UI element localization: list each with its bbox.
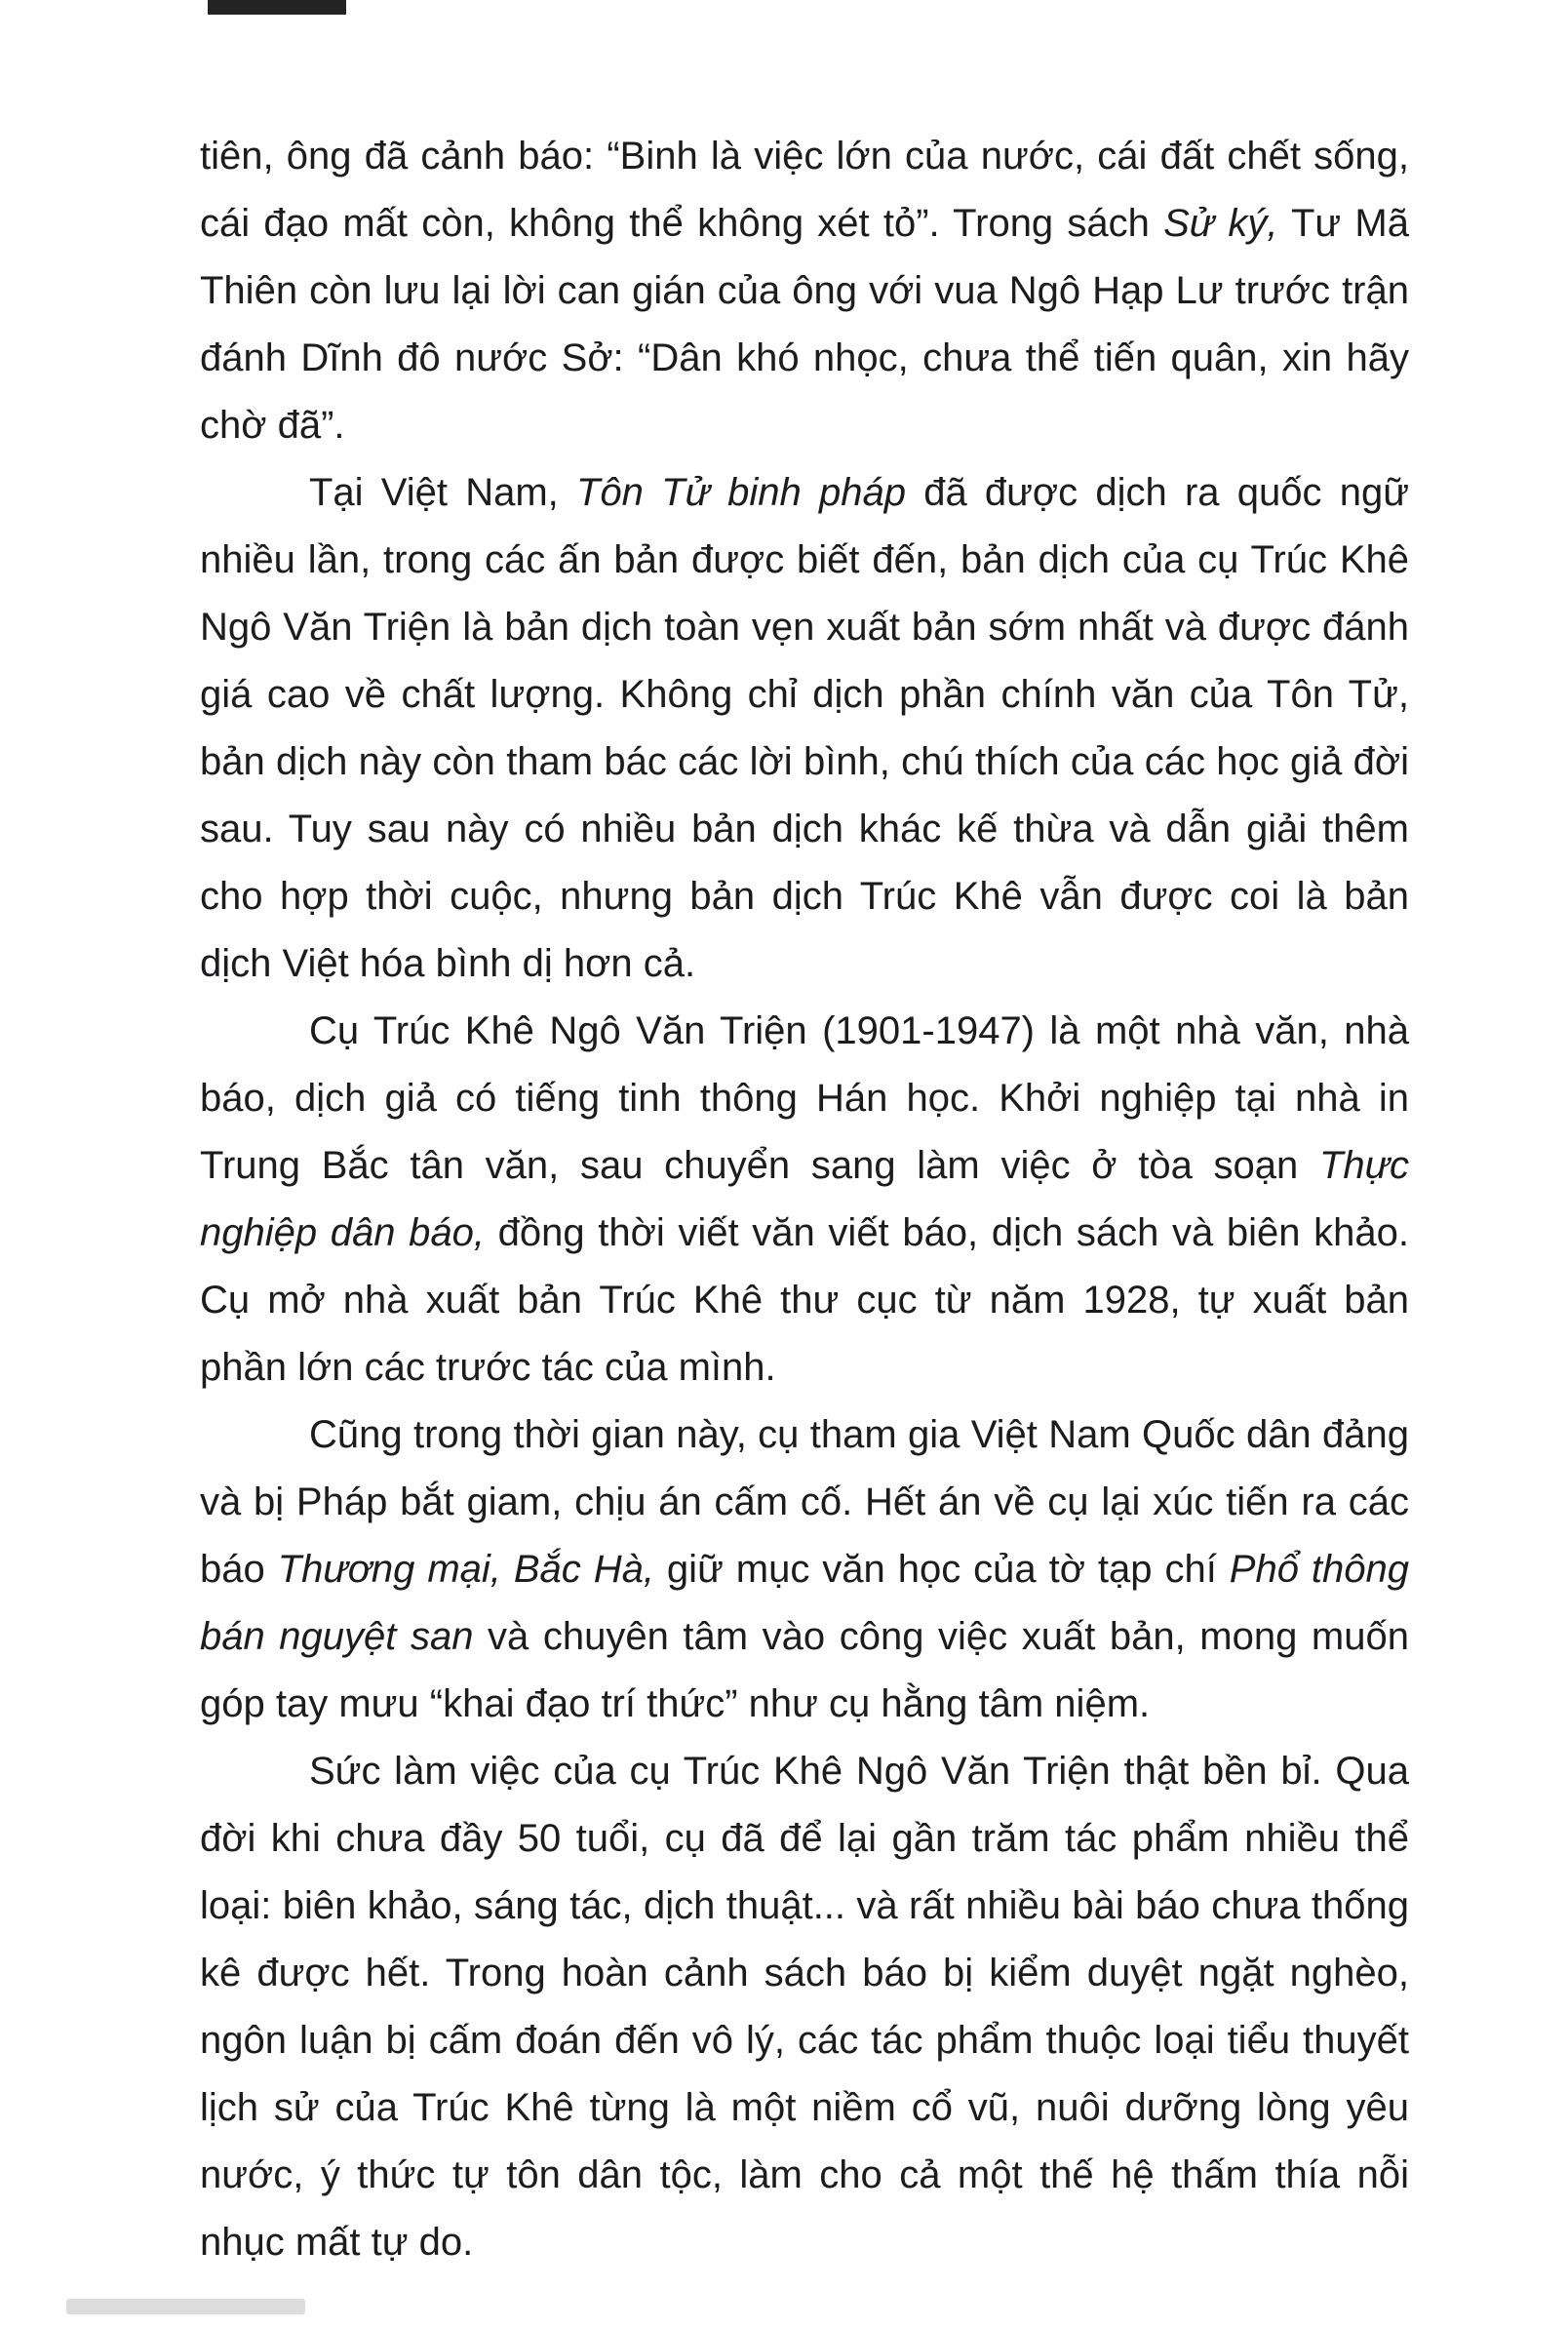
text-run: đồng thời viết văn viết báo, dịch sách và biên khảo. Cụ mở nhà xuất bản Trúc Khê thư cục từ năm 1928, tự xuất bản phần lớn các trước tác của mình. [200,1211,1409,1389]
scan-artifact-bottom [66,2299,305,2314]
text-run: Tại Việt Nam, [309,471,576,514]
text-run-italic: Phổ thông bán nguyệt san [200,1548,1409,1658]
text-run: Cũng trong thời gian này, cụ tham gia Việt Nam Quốc dân đảng và bị Pháp bắt giam, chịu án cấm cố. Hết án về cụ lại xúc tiến ra các báo [200,1413,1409,1591]
paragraph [200,1738,1409,2276]
text-run: Cụ Trúc Khê Ngô Văn Triện (1901-1947) là một nhà văn, nhà báo, dịch giả có tiếng tinh thông Hán học. Khởi nghiệp tại nhà in Trung Bắc tân văn, sau chuyển sang làm việc ở tòa soạn [200,1009,1409,1187]
paragraph [200,998,1409,1401]
text-run-italic: Tôn Tử binh pháp [576,471,906,514]
text-block [200,123,1409,2276]
text-run-italic: Thực nghiệp dân báo, [200,1144,1409,1254]
text-run: tiên, ông đã cảnh báo: “Binh là việc lớn của nước, cái đất chết sống, cái đạo mất còn, không thể không xét tỏ”. Trong sách [200,135,1409,245]
paragraph [200,1401,1409,1738]
text-run: đã được dịch ra quốc ngữ nhiều lần, trong các ấn bản được biết đến, bản dịch của cụ Trúc Khê Ngô Văn Triện là bản dịch toàn vẹn xuất bản sớm nhất và được đánh giá cao về chất lượng. Không chỉ dịch phần chính văn của Tôn Tử, bản dịch này còn tham bác các lời bình, chú thích của các học giả đời sau. Tuy sau này có nhiều bản dịch khác kế thừa và dẫn giải thêm cho hợp thời cuộc, nhưng bản dịch Trúc Khê vẫn được coi là bản dịch Việt hóa bình dị hơn cả. [200,471,1409,985]
text-run-italic: Thương mại, Bắc Hà, [277,1548,654,1591]
text-run: giữ mục văn học của tờ tạp chí [653,1548,1230,1591]
scan-artifact-top [208,0,346,15]
text-run: Tư Mã Thiên còn lưu lại lời can gián của ông với vua Ngô Hạp Lư trước trận đánh Dĩnh đô nước Sở: “Dân khó nhọc, chưa thể tiến quân, xin hãy chờ đã”. [200,202,1410,447]
paragraph [200,123,1409,459]
paragraph [200,459,1409,998]
text-run: và chuyên tâm vào công việc xuất bản, mong muốn góp tay mưu “khai đạo trí thức” như cụ hằng tâm niệm. [200,1615,1409,1725]
text-run-italic: Sử ký, [1163,202,1278,245]
text-run: Sức làm việc của cụ Trúc Khê Ngô Văn Triện thật bền bỉ. Qua đời khi chưa đầy 50 tuổi, cụ đã để lại gần trăm tác phẩm nhiều thể loại: biên khảo, sáng tác, dịch thuật... và rất nhiều bài báo chưa thống kê được hết. Trong hoàn cảnh sách báo bị kiểm duyệt ngặt nghèo, ngôn luận bị cấm đoán đến vô lý, các tác phẩm thuộc loại tiểu thuyết lịch sử của Trúc Khê từng là một niềm cổ vũ, nuôi dưỡng lòng yêu nước, ý thức tự tôn dân tộc, làm cho cả một thế hệ thấm thía nỗi nhục mất tự do. [200,1750,1409,2264]
